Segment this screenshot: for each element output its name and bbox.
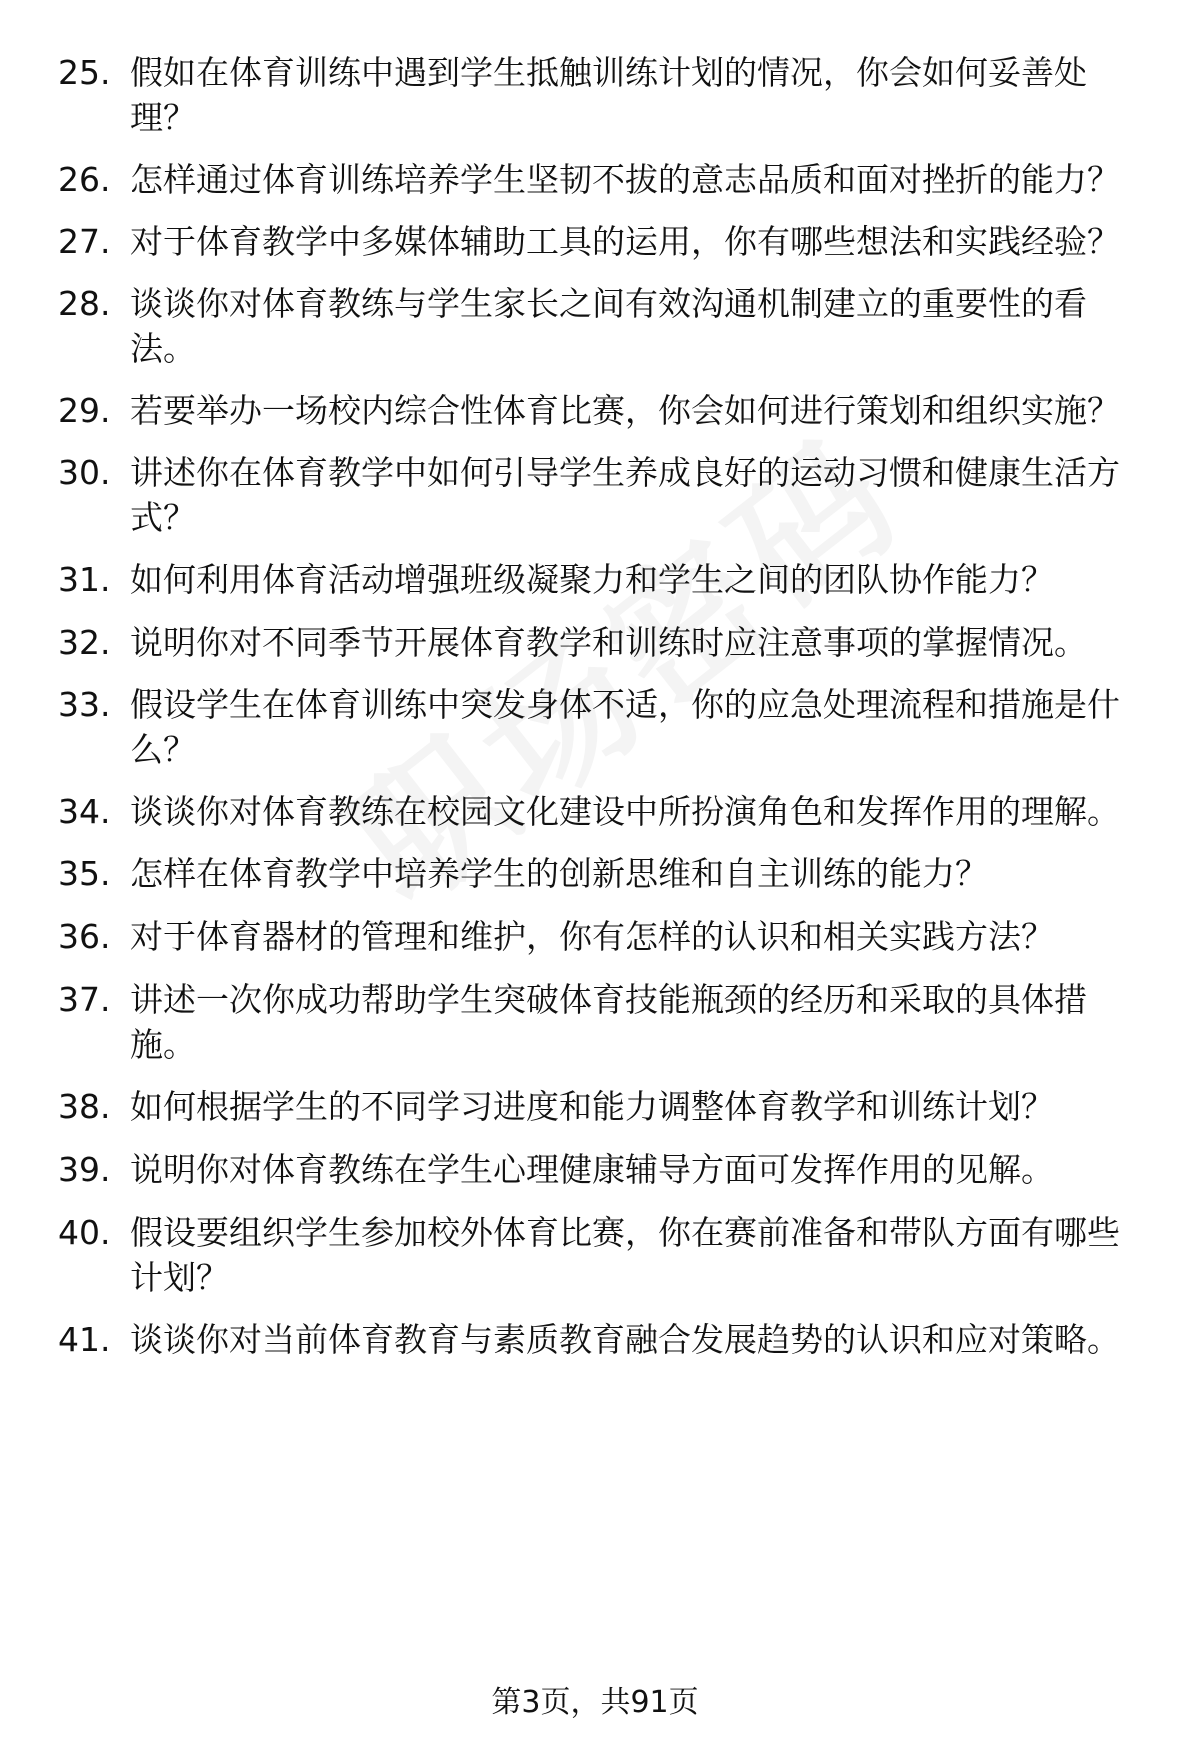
list-item (58, 50, 1148, 140)
page-number-footer: 第3页，共91页 (491, 1685, 699, 1720)
question-text: 对于体育教学中多媒体辅助工具的运用，你有哪些想法和实践经验？ (130, 222, 1120, 261)
question-number: 36. (58, 917, 111, 956)
question-text: 如何利用体育活动增强班级凝聚力和学生之间的团队协作能力？ (130, 560, 1054, 599)
list-item (58, 1210, 1148, 1300)
question-number: 37. (58, 980, 111, 1019)
question-text: 如何根据学生的不同学习进度和能力调整体育教学和训练计划？ (130, 1087, 1054, 1126)
question-number: 26. (58, 160, 111, 199)
question-number: 40. (58, 1213, 111, 1252)
question-number: 27. (58, 222, 111, 261)
question-text: 怎样通过体育训练培养学生坚韧不拔的意志品质和面对挫折的能力？ (130, 160, 1120, 199)
list-item (58, 557, 1148, 602)
list-item (58, 851, 1148, 896)
question-text: 说明你对不同季节开展体育教学和训练时应注意事项的掌握情况。 (130, 623, 1087, 662)
list-item (58, 450, 1148, 540)
question-number: 41. (58, 1320, 111, 1359)
question-list (58, 50, 1148, 1379)
question-number: 34. (58, 792, 111, 831)
list-item (58, 157, 1148, 202)
question-text: 对于体育器材的管理和维护，你有怎样的认识和相关实践方法？ (130, 917, 1054, 956)
question-number: 28. (58, 284, 111, 323)
list-item (58, 1084, 1148, 1129)
question-text: 讲述你在体育教学中如何引导学生养成良好的运动习惯和健康生活方式？ (130, 453, 1120, 537)
question-text: 怎样在体育教学中培养学生的创新思维和自主训练的能力？ (130, 854, 988, 893)
question-text: 假设要组织学生参加校外体育比赛，你在赛前准备和带队方面有哪些计划？ (130, 1213, 1120, 1297)
question-number: 38. (58, 1087, 111, 1126)
question-number: 31. (58, 560, 111, 599)
question-text: 假设学生在体育训练中突发身体不适，你的应急处理流程和措施是什么？ (130, 685, 1120, 769)
question-text: 假如在体育训练中遇到学生抵触训练计划的情况，你会如何妥善处理？ (130, 53, 1087, 137)
question-text: 谈谈你对体育教练与学生家长之间有效沟通机制建立的重要性的看法。 (130, 284, 1087, 368)
question-text: 谈谈你对体育教练在校园文化建设中所扮演角色和发挥作用的理解。 (130, 792, 1120, 831)
list-item (58, 620, 1148, 665)
question-number: 35. (58, 854, 111, 893)
question-text: 谈谈你对当前体育教育与素质教育融合发展趋势的认识和应对策略。 (130, 1320, 1120, 1359)
list-item (58, 388, 1148, 433)
list-item (58, 219, 1148, 264)
question-number: 39. (58, 1150, 111, 1189)
question-text: 讲述一次你成功帮助学生突破体育技能瓶颈的经历和采取的具体措施。 (130, 980, 1087, 1064)
question-number: 25. (58, 53, 111, 92)
list-item (58, 789, 1148, 834)
list-item (58, 281, 1148, 371)
list-item (58, 1317, 1148, 1362)
list-item (58, 1147, 1148, 1192)
question-number: 32. (58, 623, 111, 662)
list-item (58, 682, 1148, 772)
list-item (58, 914, 1148, 959)
question-number: 30. (58, 453, 111, 492)
question-number: 33. (58, 685, 111, 724)
question-text: 说明你对体育教练在学生心理健康辅导方面可发挥作用的见解。 (130, 1150, 1054, 1189)
list-item (58, 977, 1148, 1067)
question-text: 若要举办一场校内综合性体育比赛，你会如何进行策划和组织实施？ (130, 391, 1120, 430)
question-number: 29. (58, 391, 111, 430)
